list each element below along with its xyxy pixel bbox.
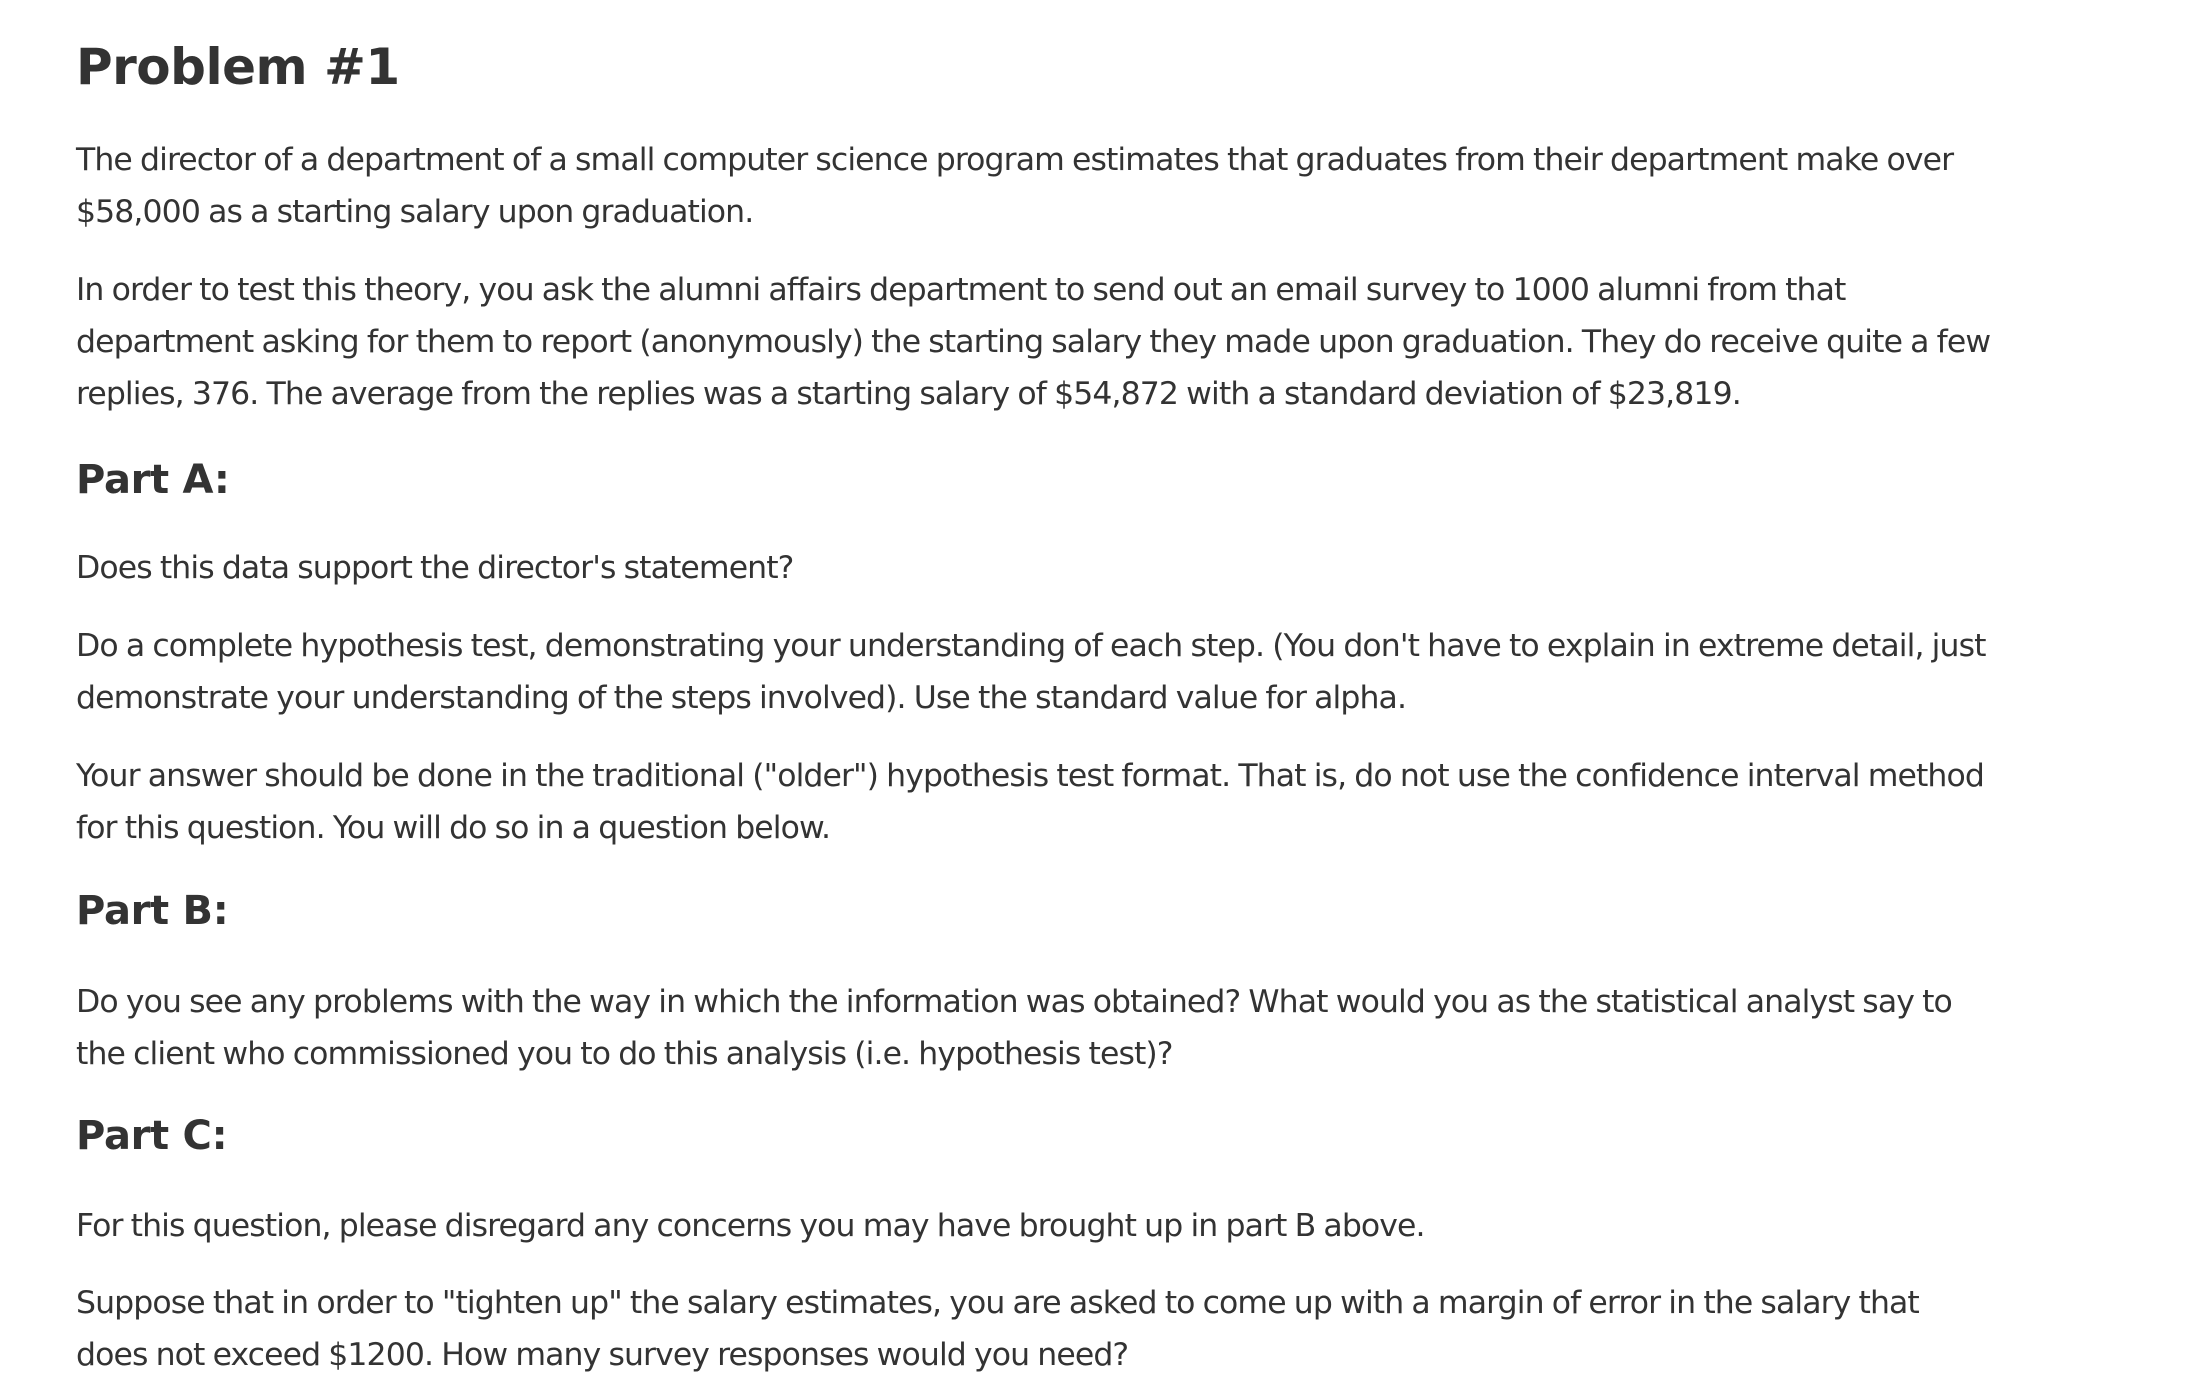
intro-paragraph-1 — [76, 134, 1953, 238]
text-line: For this question, please disregard any concerns you may have brought up in part B above. — [76, 1208, 1425, 1244]
part-a-paragraph-1 — [76, 542, 794, 594]
text-line: Do you see any problems with the way in which the information was obtained? What would you as the statistical analyst say to — [76, 984, 1952, 1020]
part-a-heading: Part A: — [76, 457, 230, 503]
text-line: Your answer should be done in the traditional ("older") hypothesis test format. That is, do not use the confidence interval method — [76, 758, 1984, 794]
part-c-paragraph-2 — [76, 1277, 1919, 1381]
text-line: The director of a department of a small computer science program estimates that graduates from their department make over — [76, 142, 1954, 178]
text-line: does not exceed $1200. How many survey responses would you need? — [76, 1337, 1129, 1373]
text-line: Do a complete hypothesis test, demonstrating your understanding of each step. (You don't have to explain in extreme detail, just — [76, 628, 1986, 664]
text-line: the client who commissioned you to do this analysis (i.e. hypothesis test)? — [76, 1036, 1173, 1072]
part-b-paragraph-1 — [76, 976, 1952, 1080]
text-line: Does this data support the director's statement? — [76, 550, 794, 586]
part-a-paragraph-2 — [76, 620, 1986, 724]
text-line: department asking for them to report (anonymously) the starting salary they made upon graduation. They do receive quite a few — [76, 324, 1991, 360]
problem-title: Problem #1 — [76, 38, 400, 96]
part-c-paragraph-1 — [76, 1200, 1425, 1252]
text-line: In order to test this theory, you ask the alumni affairs department to send out an email survey to 1000 alumni from that — [76, 272, 1846, 308]
part-c-heading: Part C: — [76, 1113, 228, 1159]
text-line: demonstrate your understanding of the steps involved). Use the standard value for alpha. — [76, 680, 1407, 716]
text-line: Suppose that in order to "tighten up" the salary estimates, you are asked to come up with a margin of error in the salary that — [76, 1285, 1919, 1321]
text-line: for this question. You will do so in a question below. — [76, 810, 831, 846]
intro-paragraph-2 — [76, 264, 1990, 420]
part-a-paragraph-3 — [76, 750, 1984, 854]
part-b-heading: Part B: — [76, 888, 229, 934]
text-line: $58,000 as a starting salary upon graduation. — [76, 194, 754, 230]
text-line: replies, 376. The average from the replies was a starting salary of $54,872 with a standard deviation of $23,819. — [76, 376, 1741, 412]
